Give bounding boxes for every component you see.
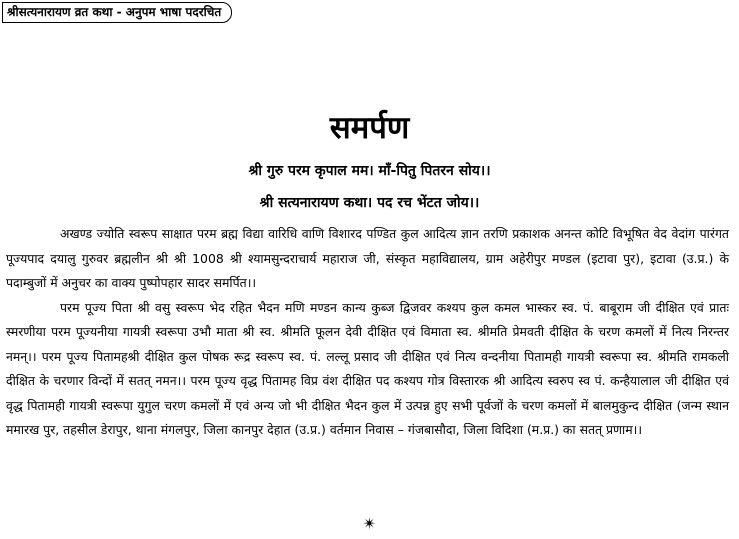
paragraph-guru-dedication: अखण्ड ज्योति स्वरूप साक्षात परम ब्रह्म विद्या वारिधि वाणि विशारद पण्डित कुल आदित्य ज्ञान तरणि प्रकाशक अनन्त कोटि विभूषित वेद वेदांग पारंगत पूज्यपाद दयालु गुरुवर ब्रह्मलीन श्री श्री 1008 श्री श्यामसुन्दराचार्य महाराज जी, संस्कृत महाविद्यालय, ग्राम अहेरीपुर मण्डल (इटावा पुर), इटावा (उ.प्र.) के पदाम्बुजों में अनुचर का वाक्य पुष्पोपहार सादर समर्पित।। — [6, 226, 730, 290]
dedication-verse-line-1: श्री गुरु परम कृपाल मम। माँ-पितु पितरन सोय।। — [248, 163, 491, 179]
page-title: समर्पण — [329, 110, 410, 146]
dedication-verse-line-2: श्री सत्यनारायण कथा। पद रच भेंटत जोय।। — [259, 195, 480, 211]
paragraph-family-dedication: परम पूज्य पिता श्री वसु स्वरूप भेद रहित भैदन मणि मण्डन कान्य कुब्ज द्विजवर कश्यप कुल कमल भास्कर स्व. पं. बाबूराम जी दीक्षित एवं प्रातः स्मरणीया परम पूज्यनीया गायत्री स्वरूपा उभौ माता श्री स्व. श्रीमति फूलन देवी दीक्षित एवं विमाता स्व. श्रीमति प्रेमवती दीक्षित के चरण कमलों में नित्य निरन्तर नमन्।। परम पूज्य पितामहश्री दीक्षित कुल पोषक रूद्र स्वरूप स्व. पं. लल्लू प्रसाद जी दीक्षित एवं नित्य वन्दनीया पितामही गायत्री स्वरूपा स्व. श्रीमति रामकली दीक्षित के चरणार विन्दों में सतत् नमन।। परम पूज्य वृद्ध पितामह विप्र वंश दीक्षित पद कश्यप गोत्र विस्तारक श्री आदित्य स्वरुप स्व पं. कन्हैयालाल जी दीक्षित एवं वृद्ध पितामही गायत्री स्वरूपा युगुल चरण कमलों में एवं अन्य जो भी दीक्षित भैदन कुल में उत्पन्न हुए सभी पूर्वजों के चरण कमलों में बालमुकुन्द दीक्षित (जन्म स्थान ममारख पुर, तहसील डेरापुर, थाना मंगलपुर, जिला कानपुर देहात (उ.प्र.) वर्तमान निवास – गंजबासौदा, जिला विदिशा (म.प्र.) का सतत् प्रणाम।। — [6, 299, 729, 437]
dedication-body — [6, 222, 729, 443]
star-ornament-icon: ✴ — [362, 514, 377, 533]
running-header-tab: श्रीसत्यनारायण व्रत कथा - अनुपम भाषा पदरचित — [2, 2, 232, 23]
